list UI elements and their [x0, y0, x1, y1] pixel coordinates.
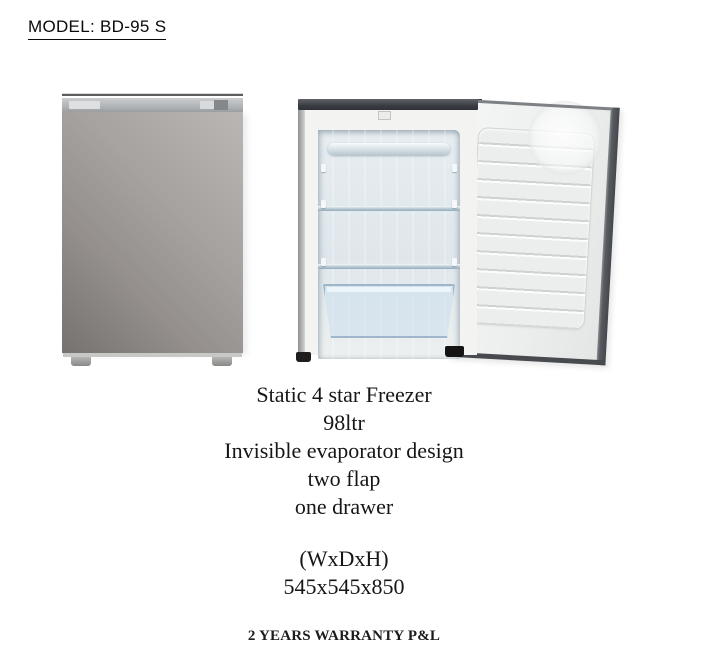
spec-line: 98ltr [323, 410, 365, 435]
thermostat-box [378, 111, 391, 120]
glass-shelf-lower [318, 264, 460, 269]
freezer-foot-right [212, 357, 232, 366]
dimensions-value: 545x545x850 [283, 574, 405, 599]
shelf-clip [321, 200, 326, 208]
freezer-handle-grip-right [200, 101, 214, 109]
warranty-text: 2 YEARS WARRANTY P&L [247, 628, 441, 644]
spec-line: Static 4 star Freezer [256, 382, 432, 407]
page-title: MODEL: BD-95 S [28, 17, 166, 40]
cabinet-body [298, 110, 477, 355]
glass-shelf-upper [318, 206, 460, 211]
flap-handle-groove [328, 143, 450, 155]
spec-line: two flap [307, 466, 381, 491]
freezer-foot-left [71, 357, 91, 366]
freezer-door-closed [62, 112, 243, 353]
dimensions-block [0, 545, 688, 601]
cabinet-top-bar [298, 99, 478, 110]
spec-line: Invisible evaporator design [224, 438, 464, 463]
freezer-drawer [323, 284, 455, 338]
open-freezer-foot-left [296, 352, 311, 362]
spec-line: one drawer [294, 494, 394, 519]
shelf-clip [452, 200, 457, 208]
freezer-handle-band [62, 98, 243, 112]
open-freezer-foot-right [445, 346, 464, 357]
shelf-clip [321, 258, 326, 266]
freezer-handle-grip-left [69, 101, 100, 109]
spec-text-block [0, 381, 688, 521]
freezer-closed-image [62, 93, 243, 367]
cabinet-side-strip [298, 110, 305, 355]
drawer-rim [327, 287, 451, 292]
shelf-clip [452, 164, 457, 172]
freezer-handle-notch [214, 100, 228, 110]
shelf-clip [452, 258, 457, 266]
freezer-tabletop-edge [62, 93, 243, 96]
shelf-clip [321, 164, 326, 172]
freezer-open-image [296, 96, 632, 372]
dimensions-label: (WxDxH) [299, 546, 389, 571]
freezer-interior [318, 130, 460, 359]
